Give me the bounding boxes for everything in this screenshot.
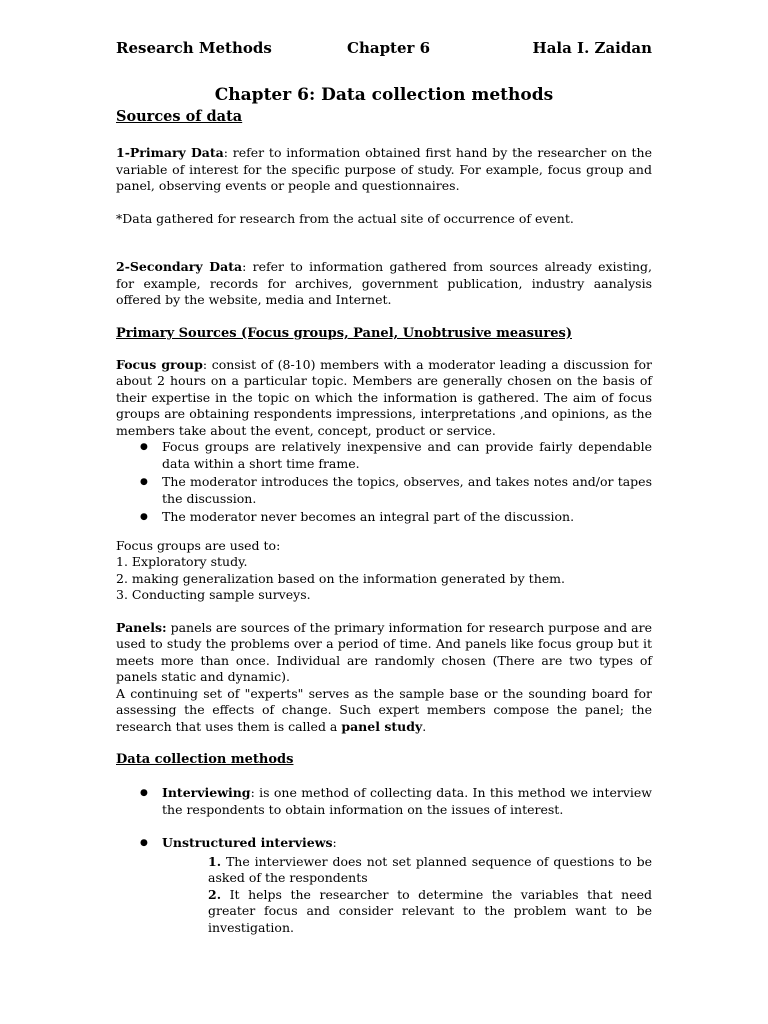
interviewing-text: : is one method of collecting data. In this method we interview the respondents to obtain information on the issues of interest.	[162, 785, 652, 817]
panels-label: Panels:	[116, 619, 167, 635]
point-number: 1.	[208, 853, 222, 869]
unstructured-item	[162, 835, 652, 852]
secondary-data-paragraph	[116, 259, 652, 309]
panels-text-2: A continuing set of "experts" serves as the sample base or the sounding board for assessing the effects of change. Such expert members compose the panel; the research that uses them is called a	[116, 685, 652, 734]
panels-end: .	[422, 718, 427, 734]
list-item: 3. Conducting sample surveys.	[116, 587, 311, 602]
point-text: It helps the researcher to determine the variables that need greater focus and consider relevant to the problem want to be investigation.	[208, 886, 652, 935]
list-item	[208, 854, 652, 887]
panel-study-label: panel study	[341, 718, 423, 734]
methods-list	[116, 785, 652, 818]
panels-text: panels are sources of the primary information for research purpose and are used to study the problems over a period of time. And panels like focus group but it meets more than once. Individual are randomly chosen (There are two types of panels static and dynamic).	[116, 619, 652, 684]
unstructured-label: Unstructured interviews	[162, 835, 333, 850]
header-chapter: Chapter 6	[347, 39, 431, 57]
point-number: 2.	[208, 886, 222, 902]
unstructured-points	[116, 854, 652, 937]
interviewing-label: Interviewing	[162, 785, 251, 800]
list-item: ● Focus groups are relatively inexpensive and can provide fairly dependable data within a short time frame.	[162, 439, 652, 472]
methods-heading: Data collection methods	[116, 752, 294, 767]
list-item: ● The moderator never becomes an integral part of the discussion.	[162, 509, 652, 526]
page-title: Chapter 6: Data collection methods	[214, 85, 554, 105]
page-header	[116, 40, 652, 60]
panels-paragraph	[116, 620, 652, 686]
secondary-data-text: : refer to information gathered from sources already existing, for example, records for archives, government publication, industry aanalysis offered by the website, media and Internet.	[116, 259, 652, 307]
panels-paragraph-2	[116, 686, 652, 736]
interviewing-item	[162, 785, 652, 818]
secondary-data-label: 2-Secondary Data	[116, 259, 243, 274]
focus-group-bullets	[116, 439, 652, 526]
focus-group-paragraph	[116, 357, 652, 440]
primary-data-paragraph	[116, 145, 652, 195]
primary-data-text: : refer to information obtained first hand by the researcher on the variable of interest for the specific purpose of study. For example, focus group and panel, observing events or people and questionnaires.	[116, 145, 652, 193]
list-item	[208, 887, 652, 937]
unstructured-colon: :	[332, 835, 337, 850]
focus-group-label: Focus group	[116, 356, 203, 372]
focus-group-text: : consist of (8-10) members with a moderator leading a discussion for about 2 hours on a particular topic. Members are generally chosen on the basis of their expertise in the topic on which the information is gathered. The aim of focus groups are obtaining respondents impressions, interpretations ,and opinions, as the members take about the event, concept, product or service.	[116, 356, 653, 438]
unstructured-list	[116, 835, 652, 852]
list-item: 2. making generalization based on the information generated by them.	[116, 570, 565, 586]
uses-intro: Focus groups are used to:	[116, 537, 281, 553]
header-author: Hala I. Zaidan	[532, 39, 652, 57]
sources-heading: Sources of data	[116, 108, 243, 125]
list-item: ● The moderator introduces the topics, observes, and takes notes and/or tapes the discussion.	[162, 474, 652, 507]
document-page	[116, 40, 652, 936]
list-item: 1. Exploratory study.	[116, 554, 248, 569]
primary-sources-heading: Primary Sources (Focus groups, Panel, Unobtrusive measures)	[116, 325, 572, 341]
primary-data-label: 1-Primary Data	[116, 145, 224, 160]
header-course: Research Methods	[116, 39, 272, 57]
primary-data-note: *Data gathered for research from the actual site of occurrence of event.	[116, 210, 574, 226]
point-text: The interviewer does not set planned sequence of questions to be asked of the respondents	[208, 853, 652, 885]
